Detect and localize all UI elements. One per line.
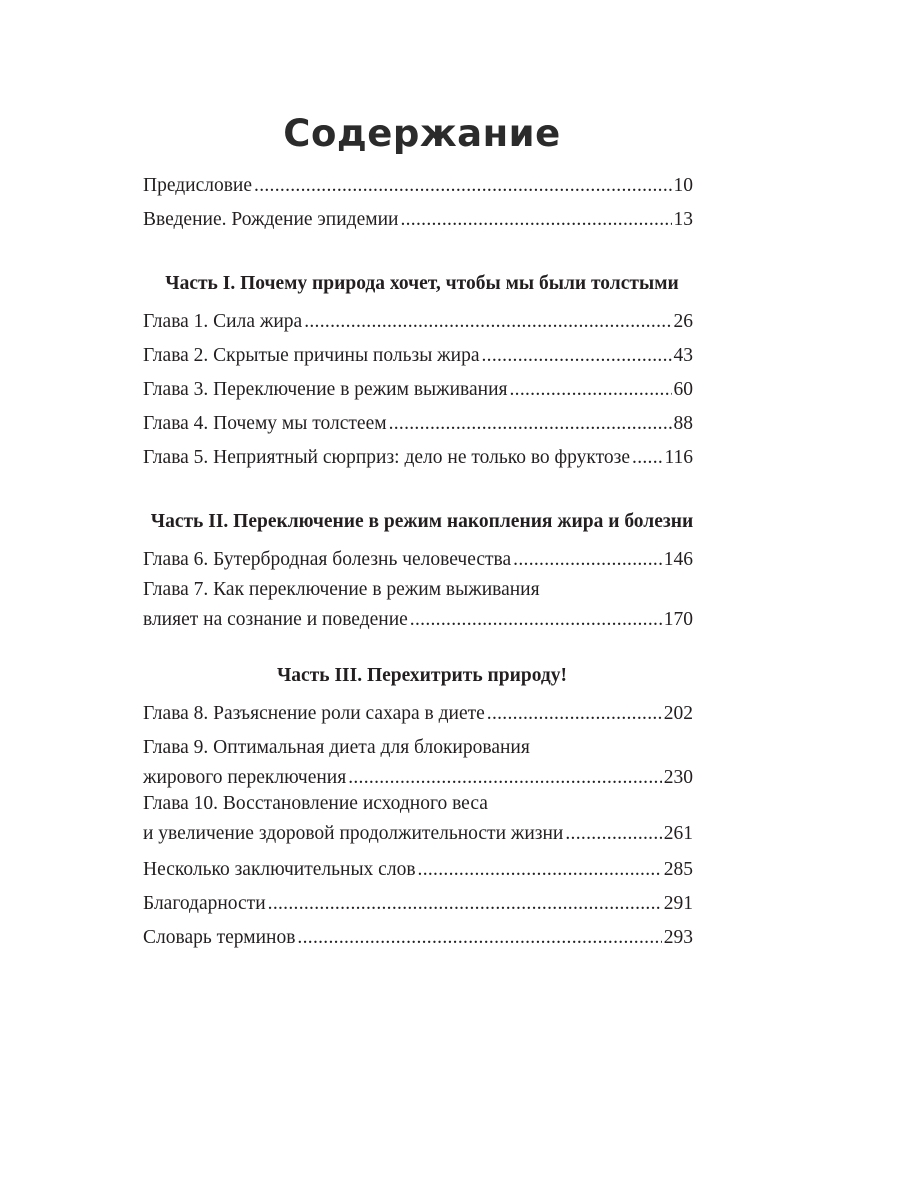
entry-page: 88 bbox=[673, 413, 693, 434]
entry-title: Введение. Рождение эпидемии bbox=[143, 209, 399, 230]
dot-leader bbox=[565, 819, 661, 849]
dot-leader bbox=[304, 307, 671, 337]
entry-page: 293 bbox=[663, 927, 693, 948]
toc-entry-chapter-6[interactable] bbox=[143, 545, 693, 575]
toc-entry-acknowledgements[interactable] bbox=[143, 889, 693, 919]
toc-entry-glossary[interactable] bbox=[143, 923, 693, 953]
entry-page: 116 bbox=[664, 447, 693, 468]
part-heading-2: Часть II. Переключение в режим накопления жира и болезни bbox=[150, 511, 694, 532]
dot-leader bbox=[254, 171, 671, 201]
dot-leader bbox=[487, 699, 662, 729]
toc-entry-chapter-3[interactable] bbox=[143, 375, 693, 405]
toc-entry-introduction[interactable] bbox=[143, 205, 693, 235]
entry-page: 202 bbox=[663, 703, 693, 724]
entry-title: Несколько заключительных слов bbox=[143, 859, 416, 880]
entry-title: Словарь терминов bbox=[143, 927, 296, 948]
entry-title: Глава 2. Скрытые причины пользы жира bbox=[143, 345, 480, 366]
entry-title-line-2: и увеличение здоровой продолжительности жизни bbox=[143, 823, 564, 844]
dot-leader bbox=[410, 605, 662, 635]
part-heading-1: Часть I. Почему природа хочет, чтобы мы были толстыми bbox=[165, 273, 679, 294]
entry-page: 26 bbox=[673, 311, 693, 332]
entry-page: 230 bbox=[663, 767, 693, 788]
page-title: Содержание bbox=[283, 112, 561, 155]
entry-page: 43 bbox=[673, 345, 693, 366]
dot-leader bbox=[513, 545, 662, 575]
entry-title-line-1: Глава 9. Оптимальная диета для блокирования bbox=[143, 737, 530, 758]
toc-entry-chapter-1[interactable] bbox=[143, 307, 693, 337]
dot-leader bbox=[632, 443, 662, 473]
dot-leader bbox=[509, 375, 671, 405]
entry-title: Глава 8. Разъяснение роли сахара в диете bbox=[143, 703, 485, 724]
entry-title: Предисловие bbox=[143, 175, 253, 196]
entry-page: 291 bbox=[663, 893, 693, 914]
toc-entry-chapter-2[interactable] bbox=[143, 341, 693, 371]
toc-entry-chapter-7[interactable] bbox=[143, 575, 693, 635]
entry-page: 13 bbox=[673, 209, 693, 230]
entry-title: Глава 3. Переключение в режим выживания bbox=[143, 379, 508, 400]
entry-page: 170 bbox=[663, 609, 693, 630]
toc-entry-closing-words[interactable] bbox=[143, 855, 693, 885]
toc-entry-chapter-10[interactable] bbox=[143, 789, 693, 849]
dot-leader bbox=[418, 855, 662, 885]
toc-entry-chapter-5[interactable] bbox=[143, 443, 693, 473]
part-heading-3: Часть III. Перехитрить природу! bbox=[276, 665, 568, 686]
dot-leader bbox=[297, 923, 661, 953]
entry-page: 10 bbox=[673, 175, 693, 196]
dot-leader bbox=[400, 205, 671, 235]
dot-leader bbox=[268, 889, 662, 919]
entry-title: Благодарности bbox=[143, 893, 266, 914]
toc-entry-preface[interactable] bbox=[143, 171, 693, 201]
entry-title: Глава 6. Бутербродная болезнь человечества bbox=[143, 549, 512, 570]
dot-leader bbox=[389, 409, 672, 439]
entry-page: 285 bbox=[663, 859, 693, 880]
entry-title-line-2: жирового переключения bbox=[143, 767, 347, 788]
dot-leader bbox=[481, 341, 671, 371]
entry-page: 261 bbox=[663, 823, 693, 844]
toc-entry-chapter-4[interactable] bbox=[143, 409, 693, 439]
entry-page: 146 bbox=[663, 549, 693, 570]
entry-title-line-1: Глава 10. Восстановление исходного веса bbox=[143, 793, 488, 814]
toc-entry-chapter-8[interactable] bbox=[143, 699, 693, 729]
entry-title-line-2: влияет на сознание и поведение bbox=[143, 609, 408, 630]
entry-title-line-1: Глава 7. Как переключение в режим выживания bbox=[143, 579, 540, 600]
entry-title: Глава 1. Сила жира bbox=[143, 311, 303, 332]
entry-title: Глава 5. Неприятный сюрприз: дело не только во фруктозе bbox=[143, 447, 631, 468]
entry-page: 60 bbox=[673, 379, 693, 400]
entry-title: Глава 4. Почему мы толстеем bbox=[143, 413, 387, 434]
toc-entry-chapter-9[interactable] bbox=[143, 733, 693, 793]
